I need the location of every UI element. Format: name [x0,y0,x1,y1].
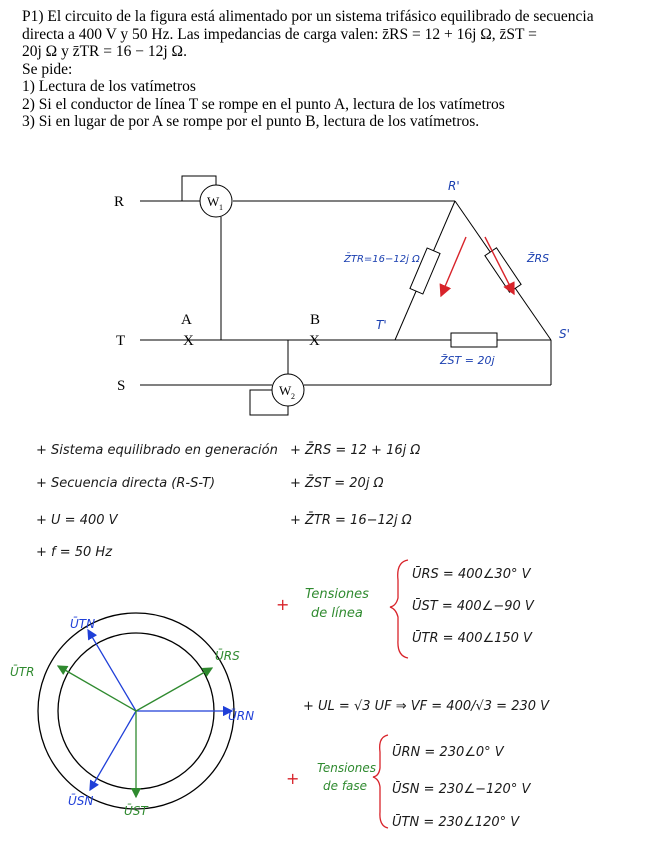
label-s: S [117,378,126,394]
current-arrow-tr [441,237,466,296]
line-voltage-st: ŪST = 400∠−90 V [412,599,534,614]
problem-line-1: P1) El circuito de la figura está alimentado por un sistema trifásico equilibrado de secuencia [22,8,594,25]
label-z-st: Z̄ST = 20j [440,354,495,367]
label-r: R [114,194,125,210]
phase-voltage-rn: ŪRN = 230∠0° V [392,745,504,760]
phase-voltage-sn: ŪSN = 230∠−120° V [392,782,531,797]
question-1: 1) Lectura de los vatímetros [22,78,196,95]
phasor-label-tn: ŪTN [70,617,96,631]
phasor-label-rs: ŪRS [215,649,240,663]
phasor-tr [58,666,136,711]
label-z-rs: Z̄RS [527,252,550,265]
problem-line-3: 20j Ω y z̄TR = 16 − 12j Ω. [22,43,187,60]
note-voltage: + U = 400 V [36,513,118,528]
phasor-label-rn: ŪRN [228,709,255,723]
label-t-prime: T' [376,318,387,332]
note-z-rs: + Z̄RS = 12 + 16j Ω [290,443,421,458]
line-voltages-brace [390,560,408,658]
note-frequency: + f = 50 Hz [36,545,113,560]
line-voltages-title-2: de línea [311,606,363,621]
label-s-prime: S' [559,327,570,341]
line-voltage-tr: ŪTR = 400∠150 V [412,631,532,646]
w1-label: W [207,194,220,209]
plus-phase-voltages: + [286,769,300,788]
phasor-sn [90,711,136,790]
phase-voltages-brace [373,735,388,828]
w2-subscript: 2 [291,392,295,401]
line-voltages-title-1: Tensiones [305,587,369,602]
line-voltage-rs: ŪRS = 400∠30° V [412,567,531,582]
note-z-st: + Z̄ST = 20j Ω [290,476,384,491]
note-equilibrado: + Sistema equilibrado en generación [36,443,278,458]
phase-voltages-title-2: de fase [323,779,368,793]
plus-line-voltages: + [276,595,290,614]
problem-line-2: directa a 400 V y 50 Hz. Las impedancias de carga valen: z̄RS = 12 + 16j Ω, z̄ST = [22,25,537,43]
phasor-rs [136,668,212,711]
label-r-prime: R' [448,179,460,193]
cross-a: X [183,333,194,349]
impedance-rs [485,248,521,292]
phasor-label-tr: ŪTR [10,665,35,679]
phasor-diagram [38,613,234,809]
phase-voltage-tn: ŪTN = 230∠120° V [392,815,520,830]
question-2: 2) Si el conductor de línea T se rompe en el punto A, lectura de los vatímetros [22,95,505,113]
label-z-tr: Z̄TR=16−12j Ω [344,254,420,265]
question-3: 3) Si en lugar de por A se rompe por el punto B, lectura de los vatímetros. [22,113,480,130]
label-b: B [310,312,321,328]
phasor-label-sn: ŪSN [68,794,94,808]
w2-label: W [279,383,292,398]
note-secuencia: + Secuencia directa (R-S-T) [36,476,216,491]
phasor-tn [88,630,136,711]
label-t: T [116,333,126,349]
phasor-label-st: ŪST [124,804,148,818]
cross-b: X [309,333,320,349]
w1-subscript: 1 [219,203,223,212]
impedance-st [451,333,497,347]
relation-line-phase: + UL = √3 UF ⇒ VF = 400/√3 = 230 V [303,699,550,714]
circuit-diagram [140,176,551,415]
phase-voltages-title-1: Tensiones [317,761,377,775]
problem-line-4: Se pide: [22,60,73,78]
label-a: A [181,312,192,328]
current-arrow-rs [485,237,514,294]
note-z-tr: + Z̄TR = 16−12j Ω [290,513,412,528]
